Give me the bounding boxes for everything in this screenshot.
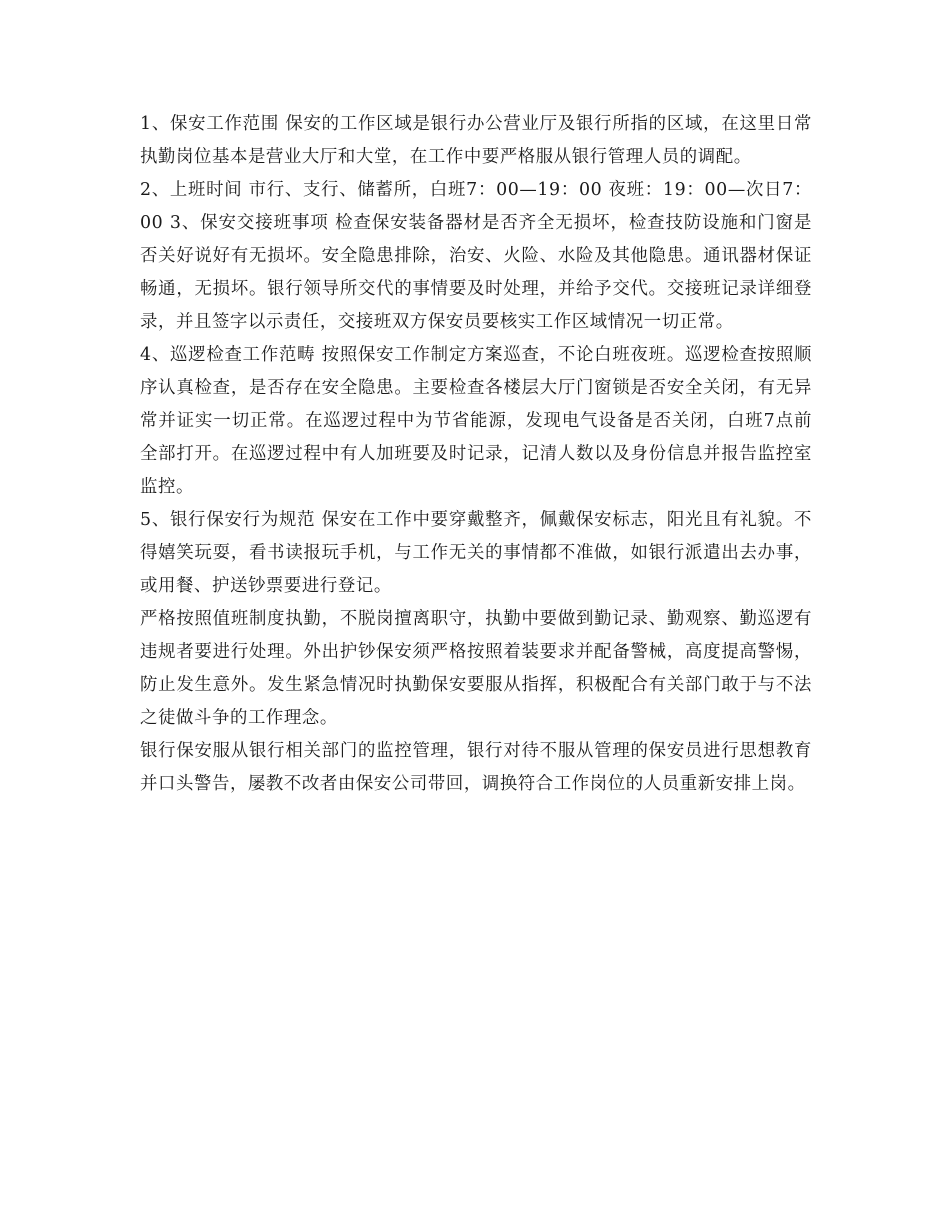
paragraph-conduct-rules: 5、银行保安行为规范 保安在工作中要穿戴整齐，佩戴保安标志，阳光且有礼貌。不得嬉笑玩耍，看书读报玩手机，与工作无关的事情都不准做，如银行派遣出去办事，或用餐、护送钞票要进行登记。	[140, 510, 812, 596]
paragraph-patrol-inspection: 4、巡逻检查工作范畴 按照保安工作制定方案巡查，不论白班夜班。巡逻检查按照顺序认真检查，是否存在安全隐患。主要检查各楼层大厅门窗锁是否安全关闭，有无异常并证实一切正常。在巡逻过程中为节省能源，发现电气设备是否关闭，白班7点前全部打开。在巡逻过程中有人加班要及时记录，记清人数以及身份信息并报告监控室监控。	[140, 345, 812, 497]
paragraph-shift-schedule-handover: 2、上班时间 市行、支行、储蓄所，白班7：00—19：00 夜班：19：00—次日7：00 3、保安交接班事项 检查保安装备器材是否齐全无损坏，检查技防设施和门窗是否关好说好有无损坏。安全隐患排除，治安、火险、水险及其他隐患。通讯器材保证畅通，无损坏。银行领导所交代的事情要及时处理，并给予交代。交接班记录详细登录，并且签字以示责任，交接班双方保安员要核实工作区域情况一切正常。	[140, 180, 812, 332]
paragraph-supervision: 银行保安服从银行相关部门的监控管理，银行对待不服从管理的保安员进行思想教育并口头警告，屡教不改者由保安公司带回，调换符合工作岗位的人员重新安排上岗。	[140, 741, 812, 794]
paragraph-work-scope: 1、保安工作范围 保安的工作区域是银行办公营业厅及银行所指的区域，在这里日常执勤岗位基本是营业大厅和大堂，在工作中要严格服从银行管理人员的调配。	[140, 114, 812, 167]
document-body	[140, 108, 812, 801]
paragraph-duty-system: 严格按照值班制度执勤，不脱岗擅离职守，执勤中要做到勤记录、勤观察、勤巡逻有违规者要进行处理。外出护钞保安须严格按照着装要求并配备警械，高度提高警惕，防止发生意外。发生紧急情况时执勤保安要服从指挥，积极配合有关部门敢于与不法之徒做斗争的工作理念。	[140, 609, 812, 728]
